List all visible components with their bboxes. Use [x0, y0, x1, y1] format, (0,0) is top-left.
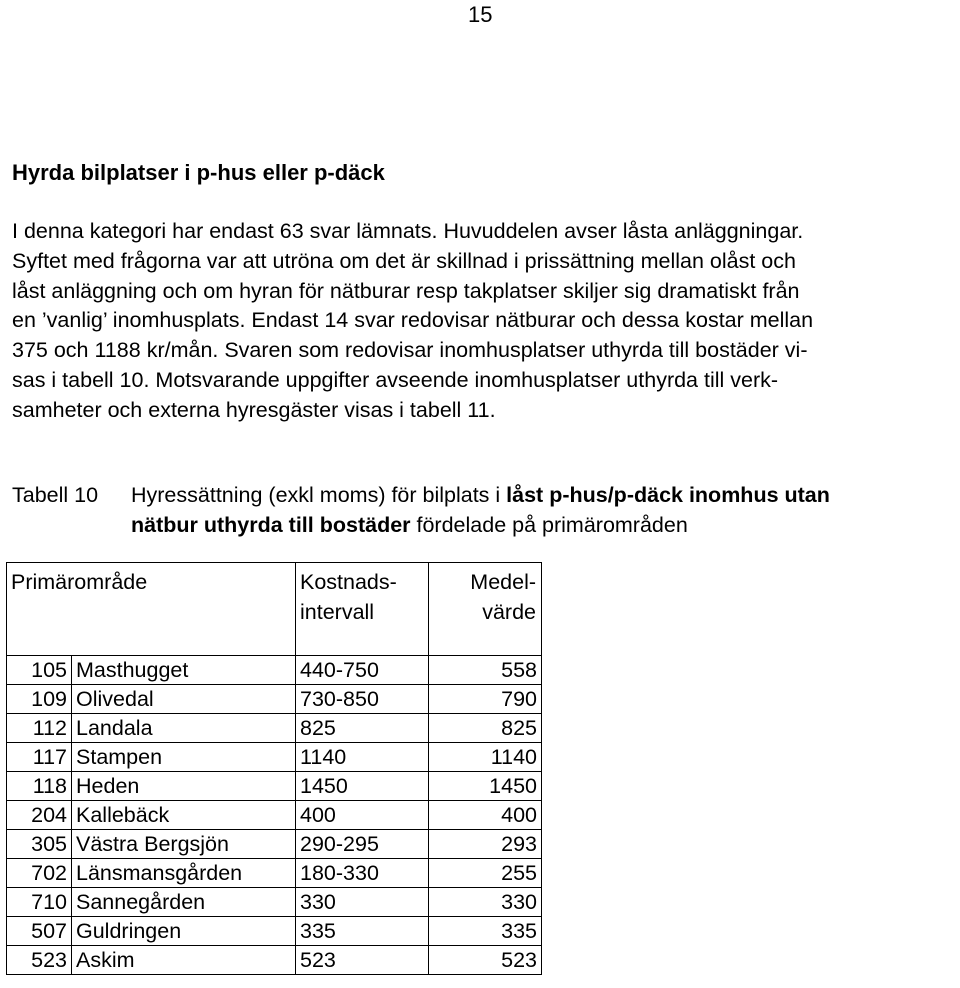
cell-mean: 1140	[429, 743, 542, 772]
cell-mean: 523	[429, 946, 542, 975]
body-line: sas i tabell 10. Motsvarande uppgifter avseende inomhusplatser uthyrda till verk-	[12, 367, 779, 392]
table-row	[7, 946, 542, 975]
cell-mean: 558	[429, 656, 542, 685]
section-heading: Hyrda bilplatser i p-hus eller p-däck	[12, 160, 385, 185]
cell-range: 330	[296, 888, 429, 917]
table-row	[7, 888, 542, 917]
cell-code: 105	[7, 656, 72, 685]
cell-code: 204	[7, 801, 72, 830]
cell-name: Guldringen	[72, 917, 296, 946]
cell-range: 730-850	[296, 685, 429, 714]
header-range	[296, 563, 429, 656]
header-mean-line1: Medel-	[470, 570, 536, 594]
header-area: Primärområde	[7, 563, 296, 656]
table-caption-label: Tabell 10	[12, 483, 99, 507]
page-number: 15	[468, 2, 493, 27]
cell-name: Landala	[72, 714, 296, 743]
table-row	[7, 859, 542, 888]
table-caption-text	[131, 481, 957, 541]
header-range-line1: Kostnads-	[300, 570, 397, 594]
table-row	[7, 714, 542, 743]
header-mean-line2: värde	[482, 600, 536, 624]
caption-bold-2: nätbur uthyrda till bostäder	[131, 512, 411, 537]
cell-name: Heden	[72, 772, 296, 801]
cell-code: 702	[7, 859, 72, 888]
body-line: 375 och 1188 kr/mån. Svaren som redovisar inomhusplatser uthyrda till bostäder vi-	[12, 338, 808, 363]
caption-text-2: fördelade på primärområden	[410, 512, 688, 537]
cell-range: 400	[296, 801, 429, 830]
cell-code: 117	[7, 743, 72, 772]
cell-range: 180-330	[296, 859, 429, 888]
cell-code: 118	[7, 772, 72, 801]
rent-table	[6, 562, 542, 975]
cell-mean: 255	[429, 859, 542, 888]
table-row	[7, 830, 542, 859]
cell-name: Olivedal	[72, 685, 296, 714]
cell-range: 440-750	[296, 656, 429, 685]
table-body	[7, 656, 542, 975]
cell-mean: 790	[429, 685, 542, 714]
cell-mean: 293	[429, 830, 542, 859]
cell-mean: 400	[429, 801, 542, 830]
header-range-line2: intervall	[300, 600, 375, 624]
cell-mean: 1450	[429, 772, 542, 801]
table-row	[7, 656, 542, 685]
header-mean	[429, 563, 542, 656]
cell-name: Masthugget	[72, 656, 296, 685]
cell-code: 112	[7, 714, 72, 743]
cell-mean: 335	[429, 917, 542, 946]
cell-name: Stampen	[72, 743, 296, 772]
caption-bold-1: låst p-hus/p-däck inomhus utan	[506, 483, 830, 507]
table-row	[7, 917, 542, 946]
cell-name: Länsmansgården	[72, 859, 296, 888]
cell-range: 523	[296, 946, 429, 975]
body-paragraph	[12, 217, 957, 426]
cell-range: 1140	[296, 743, 429, 772]
table-row	[7, 801, 542, 830]
table-row	[7, 685, 542, 714]
cell-code: 710	[7, 888, 72, 917]
table-row	[7, 772, 542, 801]
cell-range: 825	[296, 714, 429, 743]
cell-range: 335	[296, 917, 429, 946]
body-line: låst anläggning och om hyran för nätburar resp takplatser skiljer sig dramatiskt från	[12, 278, 800, 303]
cell-code: 109	[7, 685, 72, 714]
caption-line-2	[131, 511, 957, 541]
body-line: I denna kategori har endast 63 svar lämnats. Huvuddelen avser låsta anläggningar.	[12, 219, 804, 243]
cell-range: 1450	[296, 772, 429, 801]
cell-name: Västra Bergsjön	[72, 830, 296, 859]
cell-code: 523	[7, 946, 72, 975]
table-header-row	[7, 563, 542, 656]
table-row	[7, 743, 542, 772]
cell-name: Kallebäck	[72, 801, 296, 830]
body-line: samheter och externa hyresgäster visas i tabell 11.	[12, 397, 496, 422]
body-line: Syftet med frågorna var att utröna om det är skillnad i prissättning mellan olåst och	[12, 248, 796, 273]
cell-code: 507	[7, 917, 72, 946]
caption-line-1	[131, 481, 957, 511]
cell-mean: 825	[429, 714, 542, 743]
body-line: en ’vanlig’ inomhusplats. Endast 14 svar redovisar nätburar och dessa kostar mellan	[12, 308, 814, 333]
cell-name: Askim	[72, 946, 296, 975]
caption-text-1: Hyressättning (exkl moms) för bilplats i	[131, 483, 507, 507]
cell-mean: 330	[429, 888, 542, 917]
cell-range: 290-295	[296, 830, 429, 859]
cell-name: Sannegården	[72, 888, 296, 917]
cell-code: 305	[7, 830, 72, 859]
